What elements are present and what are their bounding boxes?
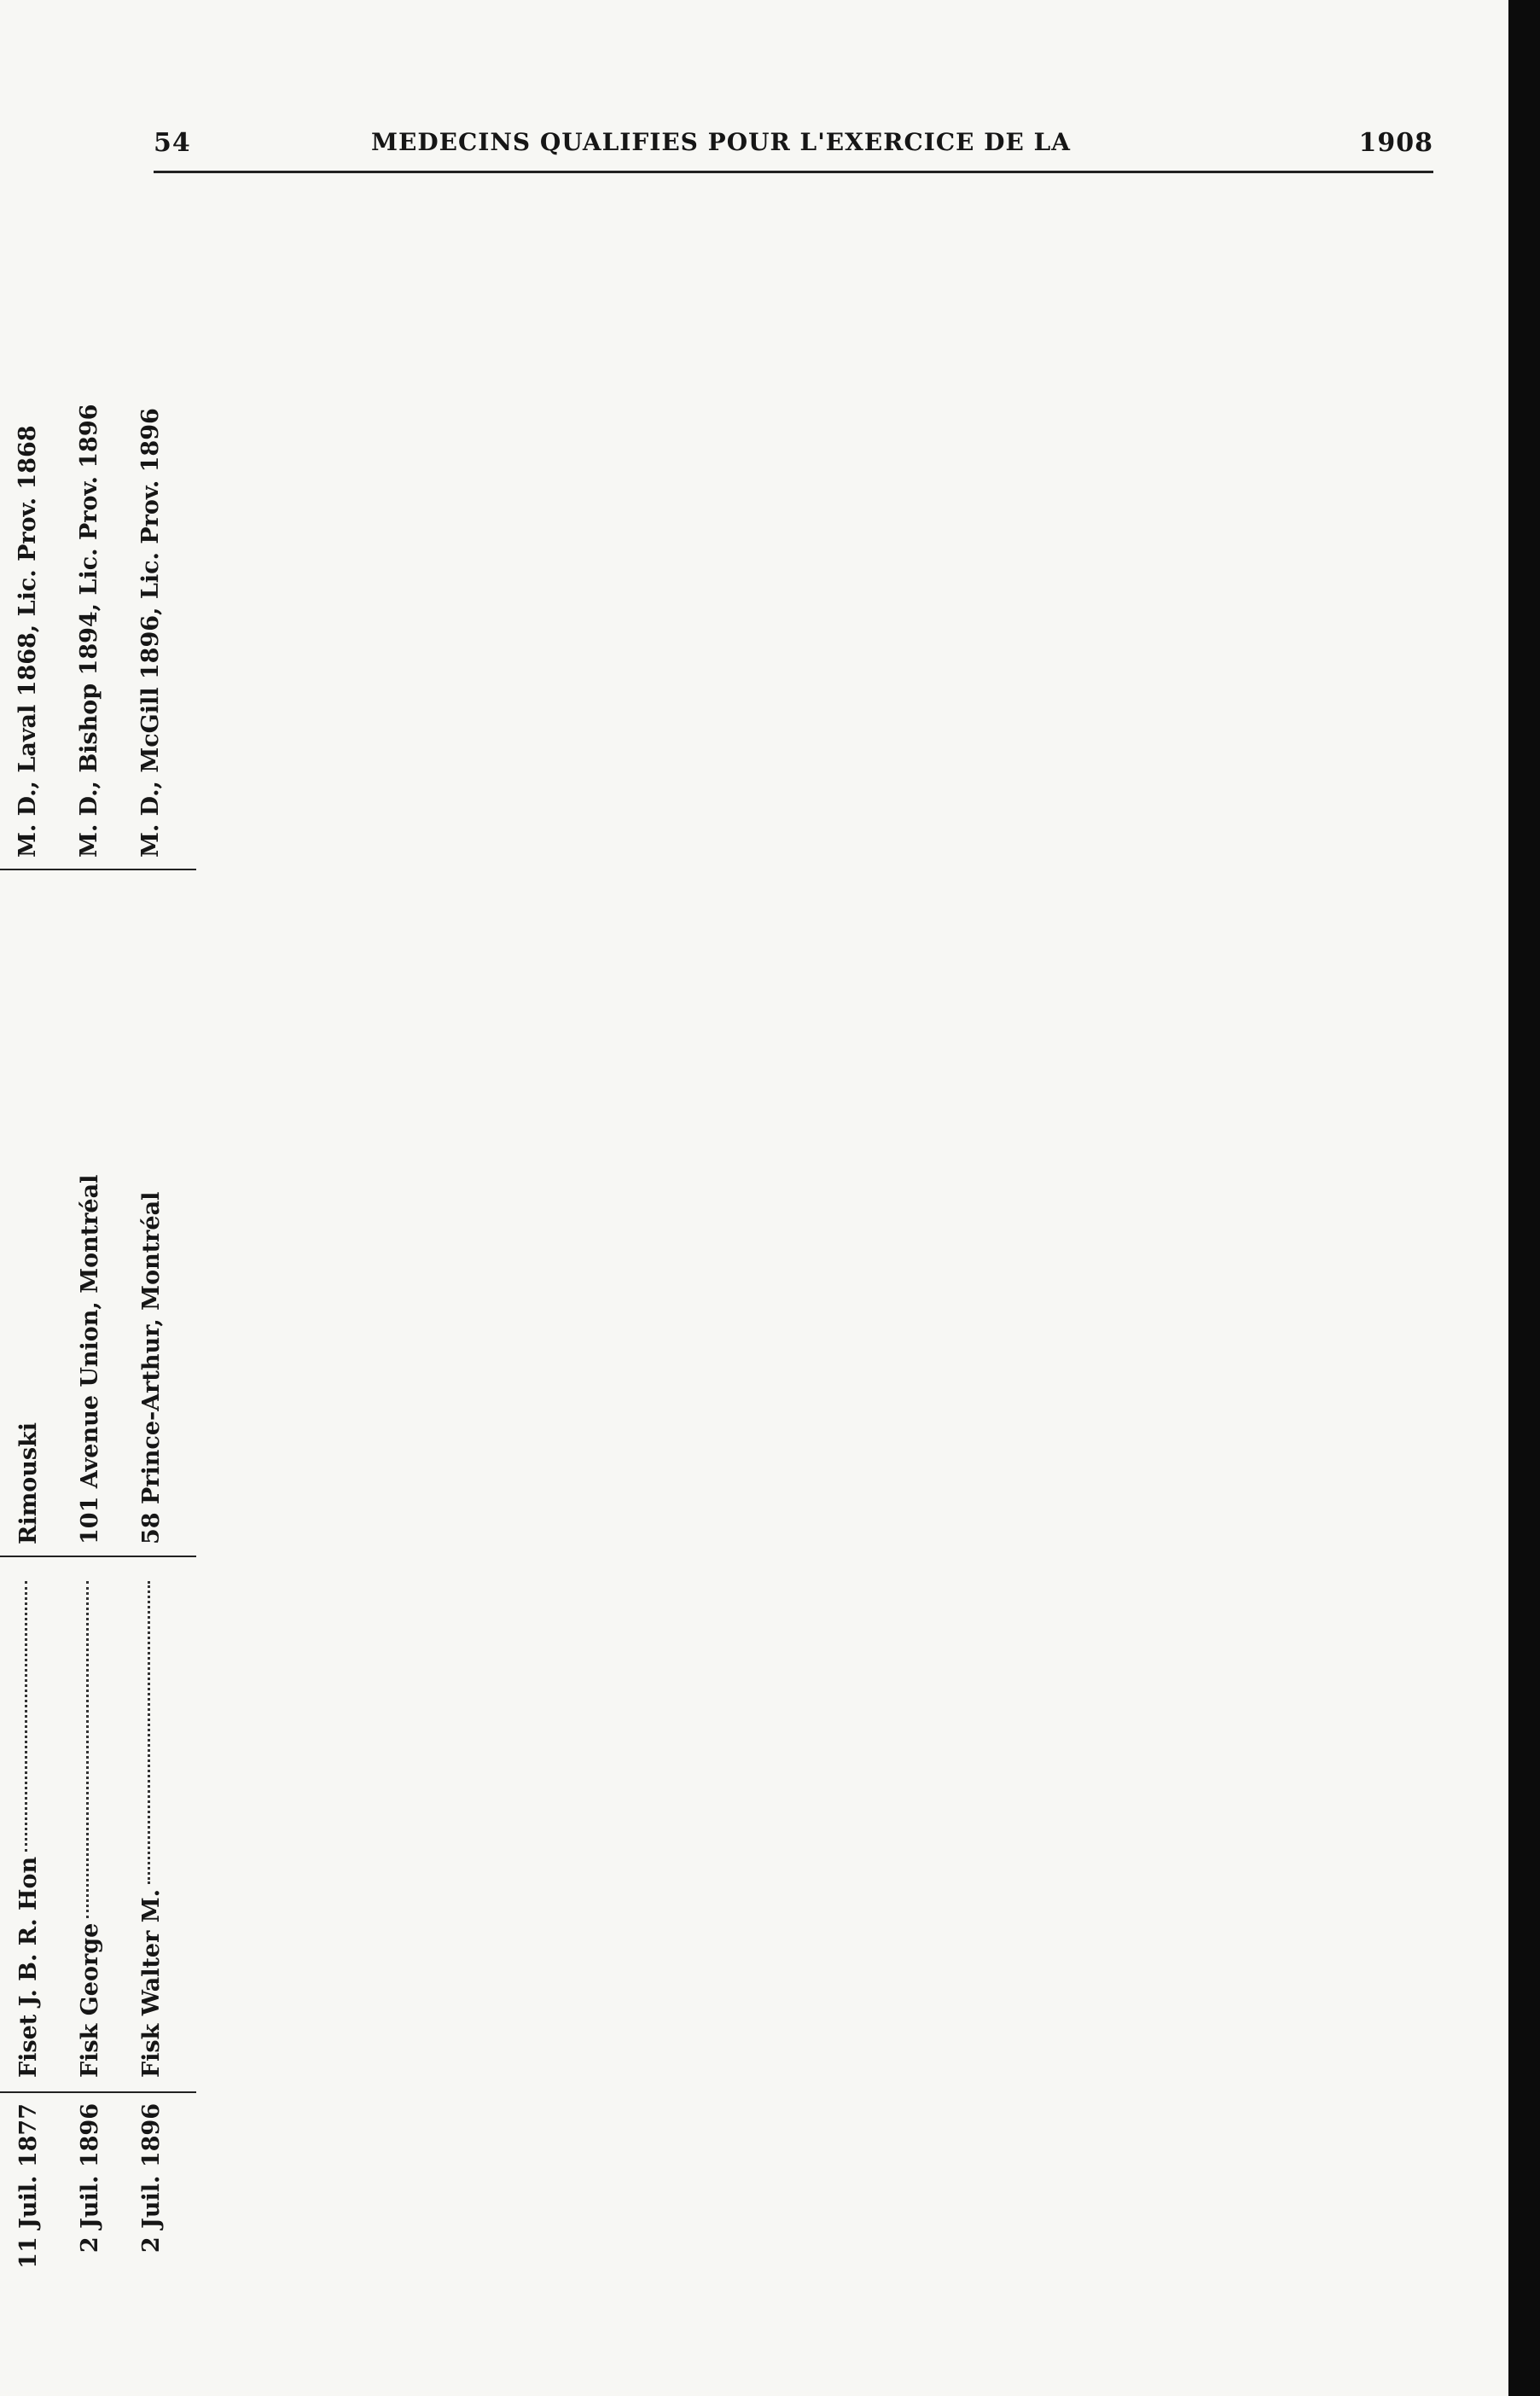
running-head (154, 128, 1433, 171)
page-number: 54 (154, 128, 191, 158)
row-titres-line: M. D., McGill 1896, Lic. Prov. 1896 (137, 408, 164, 858)
row-titres-line: M. D., Bishop 1894, Lic. Prov. 1896 (76, 404, 102, 858)
registration-table (0, 175, 196, 2359)
row-nom: Fisk Walter M. (137, 1888, 165, 2078)
table-row (0, 175, 56, 2359)
row-titres-line: M. D., Laval 1868, Lic. Prov. 1868 (15, 425, 41, 858)
page-title: MEDECINS QUALIFIES POUR L'EXERCICE DE LA (371, 128, 1072, 156)
row-nom: Fisk George (76, 1922, 103, 2078)
leader-dots (86, 1581, 89, 1918)
table-row (61, 175, 118, 2359)
row-nom-cell (61, 1574, 118, 2078)
row-date: 11 Juil. 1877 (15, 2103, 42, 2269)
header-rule (154, 171, 1433, 173)
row-residence: 58 Prince-Arthur, Montréal (137, 1191, 165, 1544)
row-date: 2 Juil. 1896 (76, 2103, 103, 2254)
row-nom-cell (0, 1574, 56, 2078)
leader-dots (148, 1581, 150, 1884)
table-row (123, 175, 179, 2359)
row-titres (123, 192, 179, 858)
row-residence: Rimouski (15, 1422, 42, 1544)
scan-edge-strip (1508, 0, 1540, 2396)
row-nom-cell (123, 1574, 179, 2078)
row-residence: 101 Avenue Union, Montréal (76, 1174, 103, 1544)
page-year: 1908 (1358, 128, 1433, 158)
leader-dots (25, 1581, 27, 1852)
row-nom: Fiset J. B. R. Hon (15, 1856, 42, 2078)
rotated-table-wrapper (0, 175, 196, 2359)
row-titres (61, 192, 118, 858)
row-date: 2 Juil. 1896 (137, 2103, 165, 2254)
row-titres (0, 192, 56, 858)
